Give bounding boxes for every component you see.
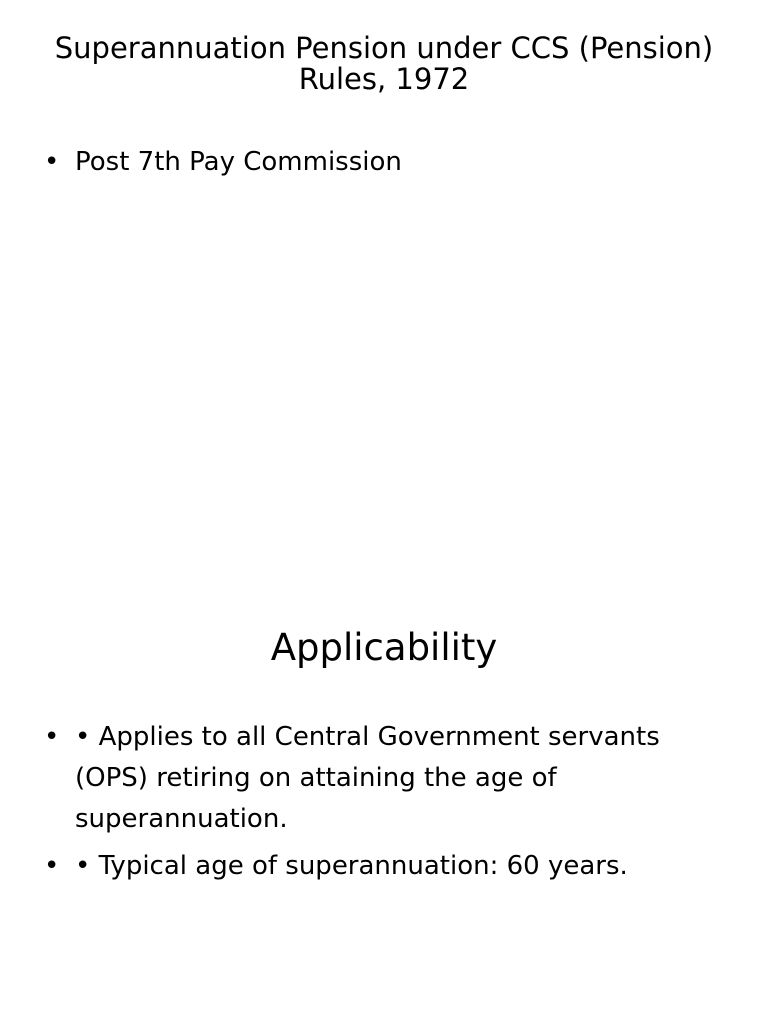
list-item (44, 142, 724, 183)
slide-2 (0, 512, 768, 1024)
slide-1-title: Superannuation Pension under CCS (Pension) Rules, 1972 (54, 31, 714, 96)
bullet-icon: • (44, 722, 60, 752)
slide-2-title: Applicability (270, 626, 498, 669)
bullet-icon: • (44, 147, 60, 177)
bullet-text: Post 7th Pay Commission (75, 147, 402, 177)
bullet-text: • Typical age of superannuation: 60 years. (75, 851, 628, 881)
bullet-icon: • (44, 851, 60, 881)
bullet-text: • Applies to all Central Government servants (OPS) retiring on attaining the age of superannuation. (75, 722, 660, 834)
slide-1-bullet-list (44, 142, 724, 189)
slide-2-bullet-list (44, 717, 724, 893)
list-item (44, 846, 724, 887)
list-item (44, 717, 724, 840)
